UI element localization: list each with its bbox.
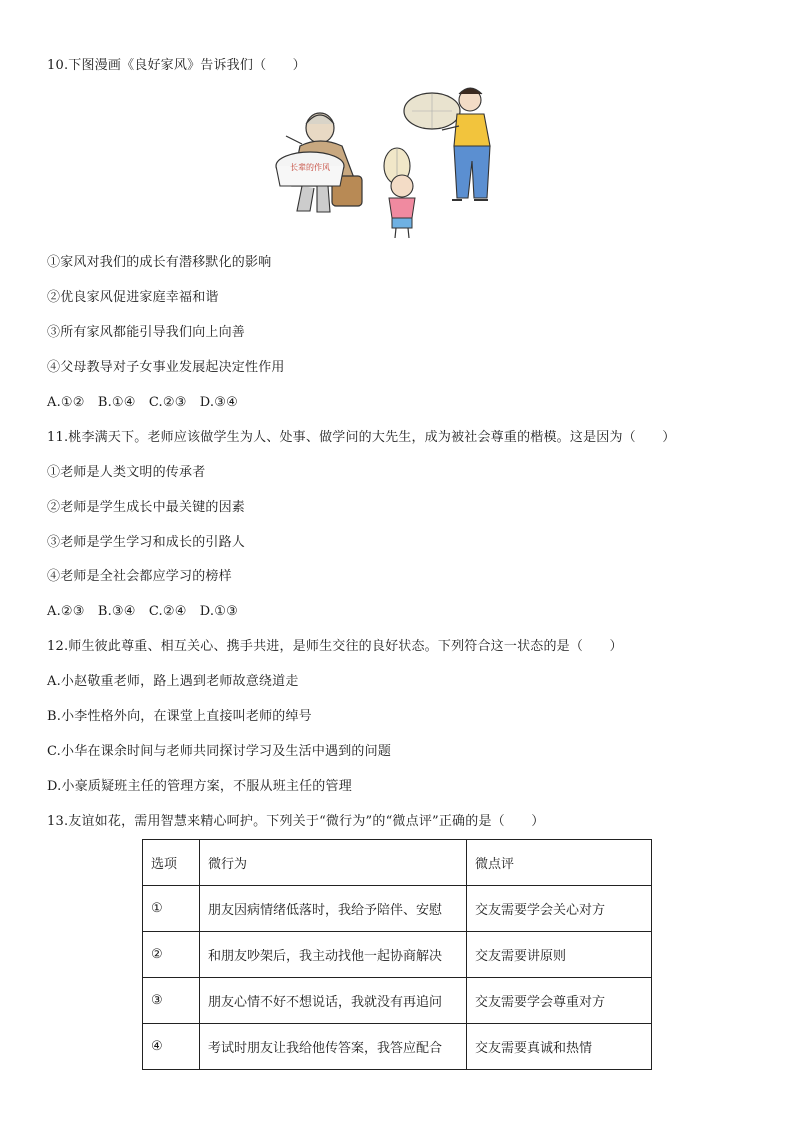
q12-choice-c: C.小华在课余时间与老师共同探讨学习及生活中遇到的问题 xyxy=(47,744,392,759)
q10-statement-2: ②优良家风促进家庭幸福和谐 xyxy=(47,290,219,305)
table-cell: 交友需要真诚和热情 xyxy=(467,1024,652,1070)
table-row xyxy=(143,1024,652,1070)
q11-statement-4: ④老师是全社会都应学习的榜样 xyxy=(47,569,232,584)
q12-choice-b: B.小李性格外向，在课堂上直接叫老师的绰号 xyxy=(47,709,312,724)
table-cell: 和朋友吵架后，我主动找他一起协商解决 xyxy=(200,932,467,978)
q11-statement-3: ③老师是学生学习和成长的引路人 xyxy=(47,535,246,550)
q12-choice-a: A.小赵敬重老师，路上遇到老师故意绕道走 xyxy=(47,674,299,689)
grandmother-figure xyxy=(276,113,362,212)
q10-stem: 10.下图漫画《良好家风》告诉我们（ ） xyxy=(47,58,306,73)
q11-stem: 11.桃李满天下。老师应该做学生为人、处事、做学问的大先生，成为被社会尊重的楷模。这是因为（ ） xyxy=(47,430,676,445)
table-cell: 交友需要讲原则 xyxy=(467,932,652,978)
q10-statement-3: ③所有家风都能引导我们向上向善 xyxy=(47,325,246,340)
family-style-cartoon xyxy=(262,86,532,246)
table-cell: ① xyxy=(143,886,200,932)
mother-figure xyxy=(404,88,490,200)
table-cell: 交友需要学会关心对方 xyxy=(467,886,652,932)
q13-table xyxy=(142,839,652,1070)
q10-statement-4: ④父母教导对子女事业发展起决定性作用 xyxy=(47,360,285,375)
table-row xyxy=(143,978,652,1024)
q10-statement-1: ①家风对我们的成长有潜移默化的影响 xyxy=(47,255,272,270)
table-cell: 交友需要学会尊重对方 xyxy=(467,978,652,1024)
table-cell: ③ xyxy=(143,978,200,1024)
table-cell: ④ xyxy=(143,1024,200,1070)
q13-stem: 13.友谊如花，需用智慧来精心呵护。下列关于“微行为”的“微点评”正确的是（ ） xyxy=(47,814,545,829)
q10-options: A.①② B.①④ C.②③ D.③④ xyxy=(47,395,238,410)
q11-statement-1: ①老师是人类文明的传承者 xyxy=(47,465,206,480)
q11-statement-2: ②老师是学生成长中最关键的因素 xyxy=(47,500,246,515)
child-figure xyxy=(384,148,415,238)
q12-stem: 12.师生彼此尊重、相互关心、携手共进，是师生交往的良好状态。下列符合这一状态的是（ ） xyxy=(47,639,623,654)
embroidery-text: 长辈的作风 xyxy=(290,163,330,172)
q11-options: A.②③ B.③④ C.②④ D.①③ xyxy=(47,604,238,619)
table-cell: ② xyxy=(143,932,200,978)
table-header-row xyxy=(143,840,652,886)
table-header-cell: 选项 xyxy=(143,840,200,886)
table-row xyxy=(143,886,652,932)
table-cell: 朋友心情不好不想说话，我就没有再追问 xyxy=(200,978,467,1024)
table-header-cell: 微点评 xyxy=(467,840,652,886)
table-row xyxy=(143,932,652,978)
table-cell: 考试时朋友让我给他传答案，我答应配合 xyxy=(200,1024,467,1070)
table-cell: 朋友因病情绪低落时，我给予陪伴、安慰 xyxy=(200,886,467,932)
q12-choice-d: D.小豪质疑班主任的管理方案，不服从班主任的管理 xyxy=(47,779,352,794)
table-header-cell: 微行为 xyxy=(200,840,467,886)
